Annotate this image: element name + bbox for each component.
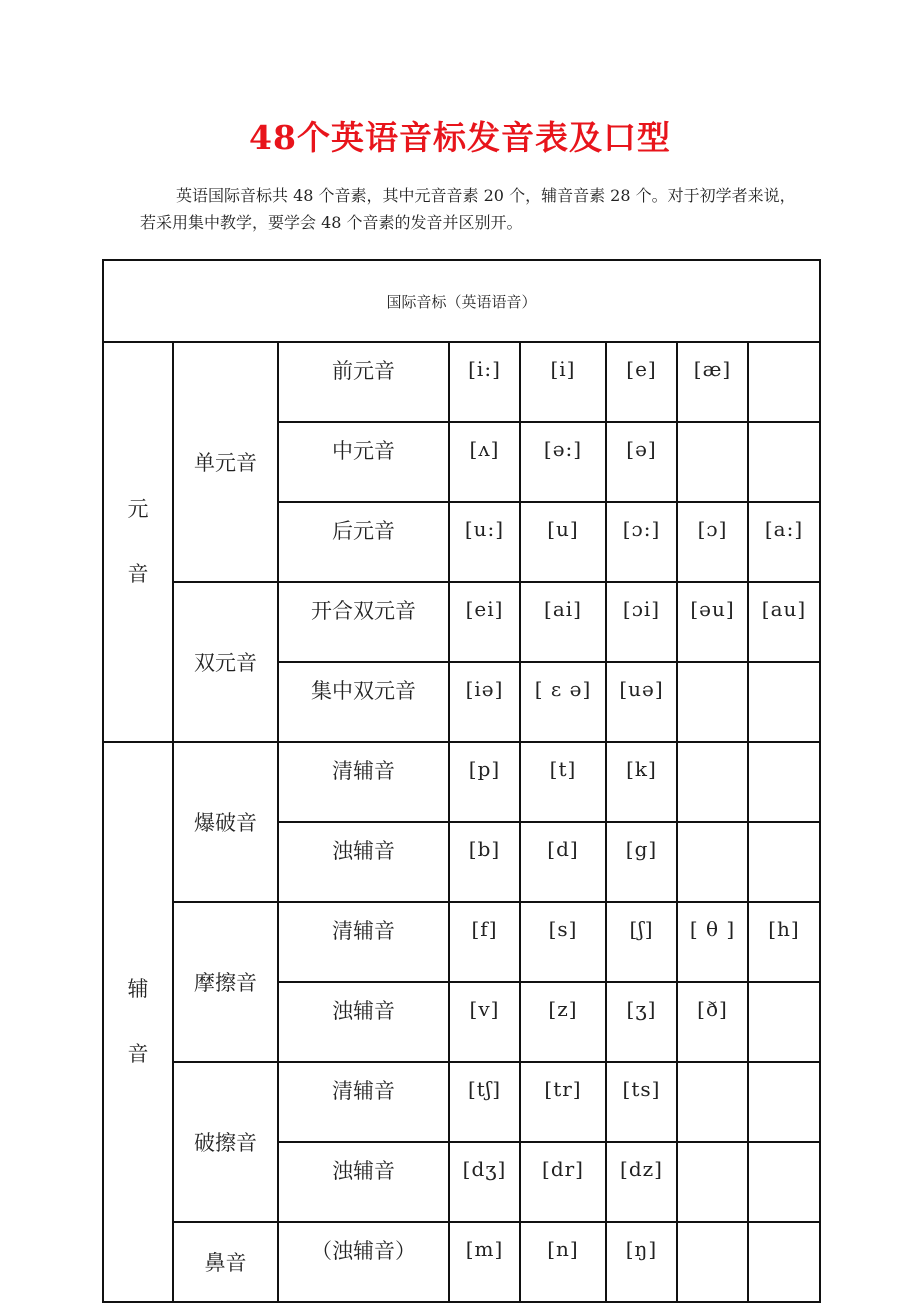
phoneme-cell xyxy=(748,1222,820,1302)
table-row xyxy=(103,902,820,982)
row-label: 前元音 xyxy=(278,342,449,422)
row-label: 开合双元音 xyxy=(278,582,449,662)
subcategory-label: 鼻音 xyxy=(173,1222,278,1302)
phoneme-cell: [ɔi] xyxy=(606,582,677,662)
phoneme-cell xyxy=(677,1062,748,1142)
phoneme-cell: [t] xyxy=(520,742,606,822)
phoneme-cell xyxy=(748,742,820,822)
phoneme-cell: [u:] xyxy=(449,502,520,582)
phoneme-cell: [dʒ] xyxy=(449,1142,520,1222)
phoneme-cell: [ʃ] xyxy=(606,902,677,982)
phoneme-cell xyxy=(748,822,820,902)
phoneme-cell: [v] xyxy=(449,982,520,1062)
page-title: 48个英语音标发音表及口型 xyxy=(249,118,671,157)
phoneme-cell xyxy=(677,662,748,742)
phoneme-cell: [i:] xyxy=(449,342,520,422)
phoneme-cell: [ŋ] xyxy=(606,1222,677,1302)
category-char: 音 xyxy=(127,562,149,586)
row-label: 集中双元音 xyxy=(278,662,449,742)
phoneme-cell: [z] xyxy=(520,982,606,1062)
phoneme-cell: [ɔ:] xyxy=(606,502,677,582)
phoneme-cell: [g] xyxy=(606,822,677,902)
phoneme-cell xyxy=(677,422,748,502)
subcategory-label: 双元音 xyxy=(173,582,278,742)
phoneme-cell: [əu] xyxy=(677,582,748,662)
phoneme-cell: [k] xyxy=(606,742,677,822)
phoneme-cell xyxy=(748,422,820,502)
phoneme-cell: [uə] xyxy=(606,662,677,742)
phoneme-cell: [u] xyxy=(520,502,606,582)
phoneme-cell: [ə] xyxy=(606,422,677,502)
row-label: 浊辅音 xyxy=(278,822,449,902)
row-label: 后元音 xyxy=(278,502,449,582)
category-char: 音 xyxy=(127,1042,149,1066)
phoneme-cell xyxy=(677,742,748,822)
subcategory-label: 破擦音 xyxy=(173,1062,278,1222)
phoneme-cell: [tʃ] xyxy=(449,1062,520,1142)
phoneme-cell: [ ɛ ə] xyxy=(520,662,606,742)
phonetic-table xyxy=(102,259,821,1303)
row-label: 浊辅音 xyxy=(278,982,449,1062)
table-row xyxy=(103,1062,820,1142)
phoneme-cell: [ts] xyxy=(606,1062,677,1142)
table-row xyxy=(103,1222,820,1302)
phoneme-cell: [tr] xyxy=(520,1062,606,1142)
phoneme-cell xyxy=(677,822,748,902)
phoneme-cell xyxy=(748,342,820,422)
phoneme-cell: [a:] xyxy=(748,502,820,582)
category-label xyxy=(103,742,173,1302)
phoneme-cell: [p] xyxy=(449,742,520,822)
phoneme-cell: [æ] xyxy=(677,342,748,422)
phoneme-cell: [ə:] xyxy=(520,422,606,502)
phoneme-cell: [d] xyxy=(520,822,606,902)
phoneme-cell: [n] xyxy=(520,1222,606,1302)
row-label: 清辅音 xyxy=(278,742,449,822)
phoneme-cell: [h] xyxy=(748,902,820,982)
phoneme-cell xyxy=(748,1142,820,1222)
category-char: 辅 xyxy=(127,976,149,1001)
phoneme-cell xyxy=(748,662,820,742)
phoneme-cell: [ʌ] xyxy=(449,422,520,502)
row-label: 中元音 xyxy=(278,422,449,502)
category-label xyxy=(103,342,173,742)
phoneme-cell: [i] xyxy=(520,342,606,422)
table-row xyxy=(103,742,820,822)
phoneme-cell: [iə] xyxy=(449,662,520,742)
row-label: 清辅音 xyxy=(278,1062,449,1142)
table-header: 国际音标（英语语音） xyxy=(103,260,820,342)
phoneme-cell: [au] xyxy=(748,582,820,662)
phoneme-cell: [e] xyxy=(606,342,677,422)
phoneme-cell xyxy=(748,1062,820,1142)
intro-paragraph: 英语国际音标共 48 个音素，其中元音音素 20 个，辅音音素 28 个。对于初学者来说，若采用集中教学，要学会 48 个音素的发音并区别开。 xyxy=(140,186,796,232)
phoneme-cell: [f] xyxy=(449,902,520,982)
phoneme-cell: [s] xyxy=(520,902,606,982)
phoneme-cell xyxy=(748,982,820,1062)
subcategory-label: 单元音 xyxy=(173,342,278,582)
phoneme-cell: [b] xyxy=(449,822,520,902)
table-row xyxy=(103,342,820,422)
phoneme-cell: [m] xyxy=(449,1222,520,1302)
phoneme-cell xyxy=(677,1222,748,1302)
row-label: （浊辅音） xyxy=(278,1222,449,1302)
phoneme-cell: [ʒ] xyxy=(606,982,677,1062)
phoneme-cell: [ai] xyxy=(520,582,606,662)
category-char: 元 xyxy=(127,496,149,521)
row-label: 清辅音 xyxy=(278,902,449,982)
phoneme-cell xyxy=(677,1142,748,1222)
row-label: 浊辅音 xyxy=(278,1142,449,1222)
phoneme-cell: [dr] xyxy=(520,1142,606,1222)
phoneme-cell: [ɔ] xyxy=(677,502,748,582)
subcategory-label: 摩擦音 xyxy=(173,902,278,1062)
phoneme-cell: [ei] xyxy=(449,582,520,662)
phoneme-cell: [dz] xyxy=(606,1142,677,1222)
subcategory-label: 爆破音 xyxy=(173,742,278,902)
phoneme-cell: [ θ ] xyxy=(677,902,748,982)
table-row xyxy=(103,582,820,662)
phoneme-cell: [ð] xyxy=(677,982,748,1062)
